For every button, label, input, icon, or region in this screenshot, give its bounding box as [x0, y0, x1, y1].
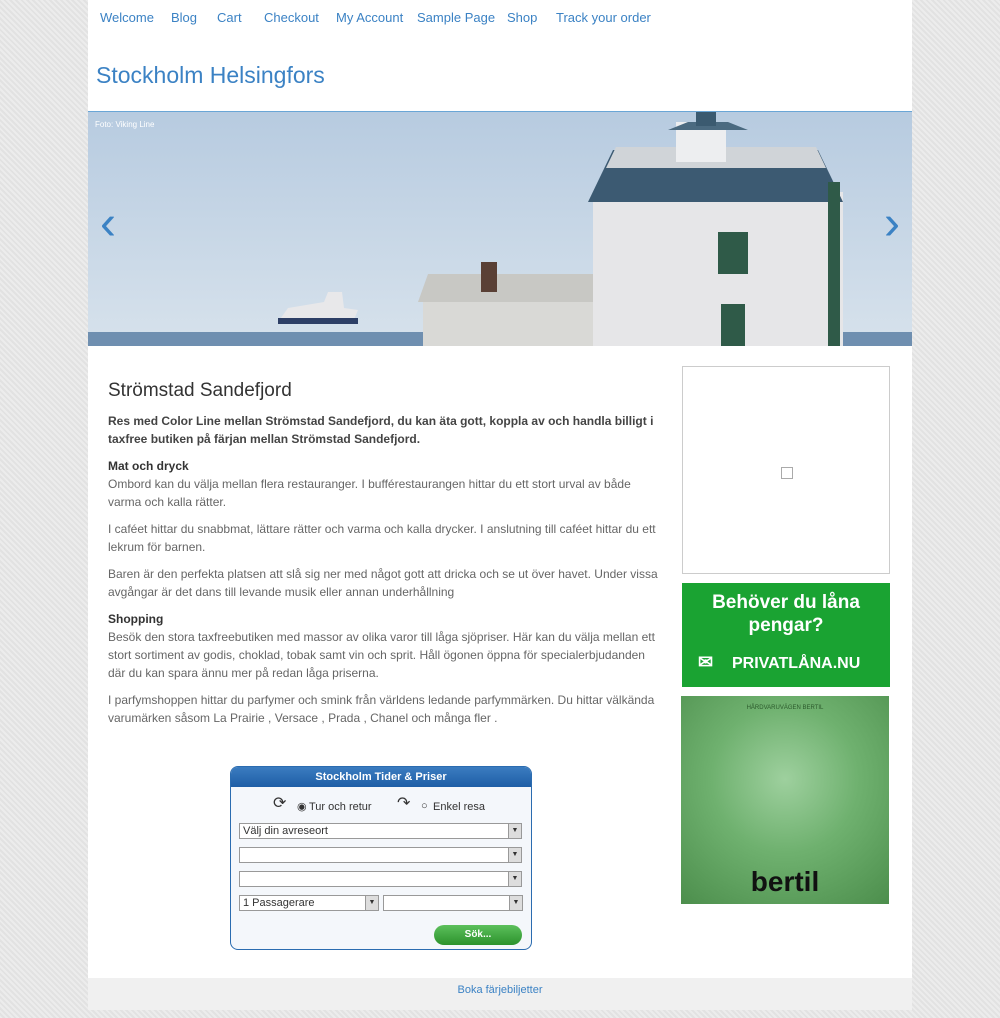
bertil-ad-banner[interactable] — [681, 696, 889, 904]
passengers-select[interactable] — [239, 895, 379, 911]
nav-checkout[interactable]: Checkout — [264, 10, 319, 25]
extra-select[interactable] — [383, 895, 523, 911]
money-icon: ✉ — [698, 652, 714, 672]
widget-title: Stockholm Tider & Priser — [231, 767, 531, 787]
roundtrip-icon: ⟳ — [273, 795, 287, 812]
oneway-icon: ↷ — [397, 795, 411, 812]
dropdown-arrow-icon: ▼ — [508, 872, 521, 886]
roundtrip-radio[interactable]: ◉ — [297, 801, 307, 813]
nav-shop[interactable]: Shop — [507, 10, 538, 25]
date-select[interactable] — [239, 871, 522, 887]
site-title[interactable]: Stockholm Helsingfors — [96, 62, 325, 88]
loan-ad-banner[interactable] — [682, 583, 890, 687]
footer — [88, 978, 912, 1010]
roundtrip-label: Tur och retur — [309, 801, 372, 813]
passengers-value: 1 Passagerare — [243, 897, 315, 909]
oneway-radio[interactable]: ○ — [421, 800, 428, 812]
nav-track-order[interactable]: Track your order — [556, 10, 651, 25]
nav-cart[interactable]: Cart — [217, 10, 242, 25]
nav-welcome[interactable]: Welcome — [100, 10, 154, 25]
nav-my-account[interactable]: My Account — [336, 10, 404, 25]
hero-slider — [88, 111, 912, 346]
shopping-paragraph-2: I parfymshoppen hittar du parfymer och smink från världens ledande parfymmärken. Du hittar välkända varumärken såsom La Prairie , Versace , Prada , Chanel och många fler . — [108, 693, 655, 725]
nav-sample-page[interactable]: Sample Page — [417, 10, 496, 25]
dropdown-arrow-icon: ▼ — [365, 896, 378, 910]
dropdown-arrow-icon: ▼ — [508, 824, 521, 838]
broken-image-icon — [781, 467, 793, 479]
article-intro: Res med Color Line mellan Strömstad Sandefjord, du kan äta gott, koppla av och handla billigt i taxfree butiken på färjan mellan Strömstad Sandefjord. — [108, 414, 654, 446]
oneway-label: Enkel resa — [433, 801, 485, 813]
hero-image — [88, 112, 912, 346]
chevron-left-icon[interactable]: ‹ — [100, 197, 116, 250]
article — [108, 382, 658, 736]
bertil-logo: bertil — [750, 866, 820, 897]
departure-value: Välj din avreseort — [243, 825, 328, 837]
food-paragraph-2: I caféet hittar du snabbmat, lättare rätter och varma och kalla drycker. I anslutning till caféet hittar du ett lekrum för barnen. — [108, 522, 656, 554]
loan-ad-brand: PRIVATLÅNA.NU — [732, 655, 861, 672]
footer-link-boka[interactable]: Boka färjebiljetter — [457, 984, 543, 996]
loan-ad-question: Behöver du låna pengar? — [712, 592, 860, 636]
food-heading: Mat och dryck — [108, 459, 189, 473]
shopping-paragraph-1: Besök den stora taxfreebutiken med massor av olika varor till låga sjöpriser. Här kan du välja mellan ett stort sortiment av godis, choklad, tobak samt vin och sprit. Håll ögonen öppna för specialerbjudanden där du kan spara ännu mer på redan låga priserna. — [108, 630, 655, 680]
food-paragraph-1: Ombord kan du välja mellan flera restauranger. I bufférestaurangen hittar du ett stort urval av både varma och kalla rätter. — [108, 477, 631, 509]
article-title: Strömstad Sandefjord — [108, 380, 292, 401]
search-button[interactable]: Sök... — [434, 925, 522, 945]
sidebar-ad-placeholder[interactable] — [682, 366, 890, 574]
departure-select[interactable] — [239, 823, 522, 839]
food-paragraph-3: Baren är den perfekta platsen att slå sig ner med något gott att dricka och se ut över havet. Under vissa avgångar är det dans till levande musik eller annan underhållning — [108, 567, 658, 599]
bertil-ad-caption: HÅRDVARUVÄGEN BERTIL — [746, 705, 824, 711]
destination-select[interactable] — [239, 847, 522, 863]
shopping-heading: Shopping — [108, 612, 164, 626]
dropdown-arrow-icon: ▼ — [509, 896, 522, 910]
dropdown-arrow-icon: ▼ — [508, 848, 521, 862]
nav-blog[interactable]: Blog — [171, 10, 198, 25]
page — [88, 0, 912, 1010]
ferry-booking-widget — [230, 766, 532, 950]
chevron-right-icon[interactable]: › — [884, 197, 900, 250]
photo-credit: Foto: Viking Line — [95, 120, 155, 129]
